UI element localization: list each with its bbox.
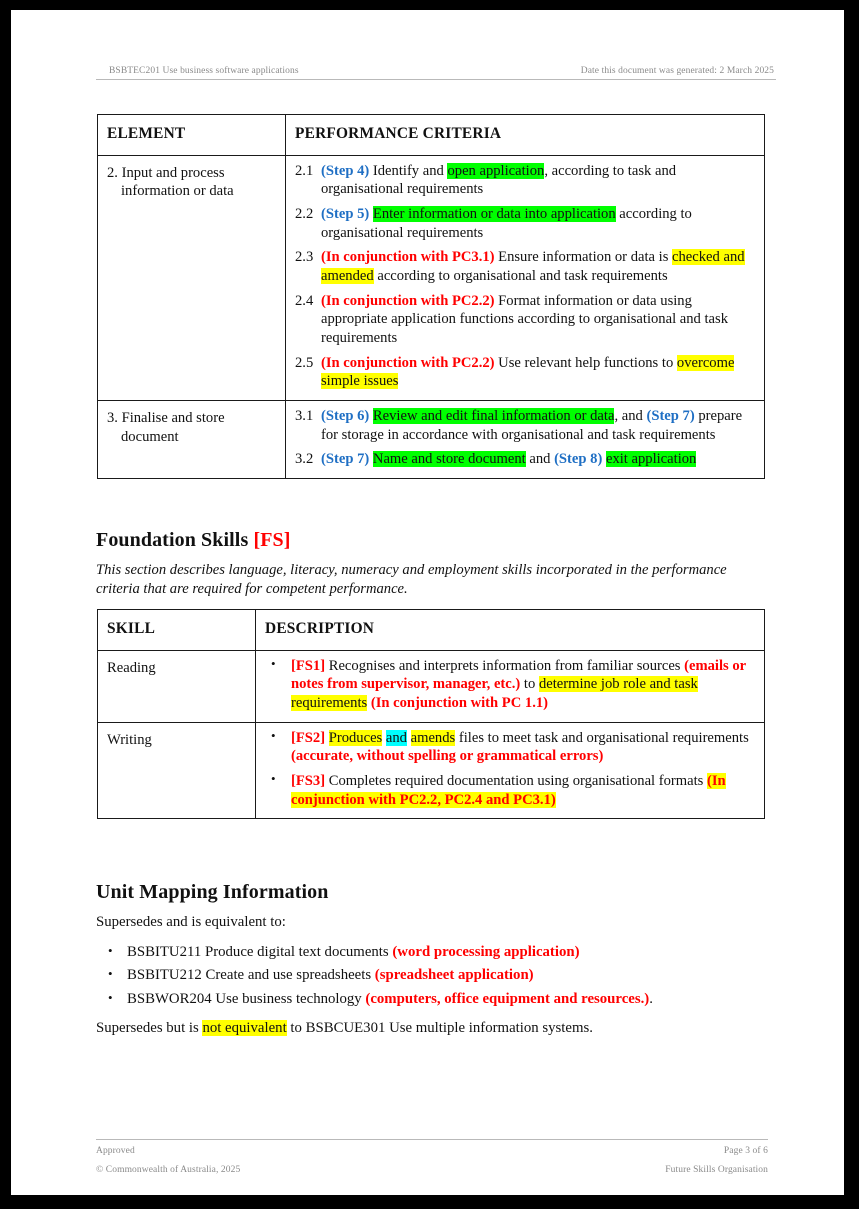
annotation-note: (word processing application) — [392, 943, 580, 960]
text-run: and — [525, 451, 555, 468]
annotation-note: (In conjunction with PC2.2) — [321, 292, 495, 309]
text-run: Completes required documentation using organisational formats — [325, 773, 707, 790]
column-header-performance-criteria: PERFORMANCE CRITERIA — [286, 115, 765, 156]
list-item — [265, 772, 755, 809]
page-footer — [96, 1139, 768, 1175]
highlight-yellow: overcome simple issues — [321, 354, 735, 390]
highlight-green: Review and edit final information or data — [372, 408, 615, 425]
text-run: Supersedes but is — [96, 1020, 203, 1037]
unit-mapping-closing — [96, 1019, 776, 1038]
element-cell — [98, 155, 286, 400]
highlight-yellow: amends — [410, 729, 456, 746]
bullet-icon: • — [108, 989, 113, 1005]
foundation-skills-intro: This section describes language, literacy, numeracy and employment skills incorporated in the performance criteria that are required for competent performance. — [96, 562, 727, 598]
bullet-icon: • — [271, 771, 276, 787]
text-run: BSBITU211 Produce digital text documents — [127, 943, 393, 960]
criterion-number: 2.4 — [295, 292, 314, 309]
skill-label: Writing — [107, 731, 152, 748]
step-marker: (Step 7) — [321, 451, 370, 468]
footer-organisation: Future Skills Organisation — [665, 1165, 768, 1175]
text-run: Format information or data using appropriate application functions according to organisational and task requirements — [321, 292, 729, 347]
step-marker: (Step 8) — [554, 451, 603, 468]
criterion-item — [295, 162, 755, 199]
annotation-note: [FS2] — [291, 729, 326, 746]
criteria-cell — [286, 401, 765, 479]
step-marker: (Step 6) — [321, 408, 370, 425]
criterion-number: 2.2 — [295, 206, 314, 223]
skill-description-cell — [256, 650, 765, 722]
criterion-item — [295, 292, 755, 348]
text-run: prepare for storage in accordance with organisational and task requirements — [321, 408, 743, 443]
skill-description-list — [265, 657, 755, 713]
foundation-skills-table — [97, 609, 765, 819]
step-marker: (Step 7) — [646, 408, 695, 425]
highlight-green: open application — [447, 162, 545, 179]
header-generated-date: Date this document was generated: 2 March 2025 — [580, 66, 774, 76]
foundation-skills-body — [98, 650, 765, 819]
annotation-note: (accurate, without spelling or grammatical errors) — [291, 748, 604, 765]
text-run: BSBITU212 Create and use spreadsheets — [127, 967, 375, 984]
text-run: , and — [614, 408, 647, 425]
table-row — [98, 722, 765, 819]
footer-row-bottom — [96, 1165, 768, 1175]
text-run: BSBWOR204 Use business technology — [127, 990, 366, 1007]
element-label: 2. Input and process information or data — [107, 164, 234, 200]
text-run: to BSBCUE301 Use multiple information systems. — [286, 1020, 593, 1037]
text-run: Recognises and interprets information from familiar sources — [325, 657, 685, 674]
highlight-cyan: and — [385, 729, 407, 746]
criteria-list — [295, 407, 755, 469]
skill-cell — [98, 722, 256, 819]
column-header-element: ELEMENT — [98, 115, 286, 156]
footer-row-top — [96, 1146, 768, 1156]
highlight-green: Name and store document — [372, 451, 526, 468]
column-header-skill: SKILL — [98, 610, 256, 651]
criterion-number: 2.1 — [295, 162, 314, 179]
highlight-yellow: not equivalent — [202, 1020, 287, 1037]
text-run: files to meet task and organisational requirements — [455, 729, 749, 746]
text-run: , according to task and organisational requirements — [321, 162, 677, 198]
criteria-list — [295, 162, 755, 391]
foundation-skills-heading — [96, 529, 776, 552]
foundation-skills-title: Foundation Skills — [96, 529, 249, 552]
header-unit-code: BSBTEC201 Use business software applications — [109, 66, 299, 76]
skill-cell — [98, 650, 256, 722]
unit-mapping-heading: Unit Mapping Information — [96, 881, 329, 904]
footer-page-number: Page 3 of 6 — [723, 1146, 768, 1156]
annotation-note: (In conjunction with PC2.2) — [321, 354, 495, 371]
footer-divider — [96, 1139, 768, 1140]
skill-description-cell — [256, 722, 765, 819]
text-run: . — [649, 990, 653, 1007]
table-row — [98, 401, 765, 479]
skill-label: Reading — [107, 659, 156, 676]
annotation-note: [FS1] — [291, 657, 326, 674]
section-spacer-2 — [96, 819, 776, 881]
list-item — [96, 990, 776, 1010]
criterion-number: 3.1 — [295, 408, 314, 425]
annotation-note: (In conjunction with PC3.1) — [321, 249, 495, 266]
text-run: Use relevant help functions to — [494, 354, 677, 371]
bullet-icon: • — [108, 942, 113, 958]
text-run: Ensure information or data is — [494, 249, 673, 266]
highlight-green: Enter information or data into application — [372, 206, 616, 223]
highlight-yellow-note: (In conjunction with PC2.2, PC2.4 and PC3.1) — [291, 773, 726, 808]
text-run: according to organisational and task requirements — [373, 268, 668, 285]
table-header-row — [98, 115, 765, 156]
skills-header-row — [98, 610, 765, 651]
criterion-number: 2.3 — [295, 249, 314, 266]
bullet-icon: • — [271, 727, 276, 743]
unit-mapping-list — [96, 943, 776, 1010]
document-page — [11, 10, 844, 1195]
section-spacer — [96, 479, 776, 529]
text-run: according to organisational requirements — [321, 206, 692, 241]
highlight-yellow: checked and amended — [321, 249, 745, 285]
text-run: to — [520, 676, 539, 693]
highlight-yellow: determine job role and task requirements — [291, 676, 698, 712]
table-row — [98, 650, 765, 722]
highlight-yellow: Produces — [328, 729, 383, 746]
bullet-icon: • — [271, 655, 276, 671]
step-marker: (Step 4) — [321, 162, 370, 179]
annotation-note: [FS3] — [291, 773, 326, 790]
performance-table-body — [98, 155, 765, 478]
annotation-note: (In conjunction with PC 1.1) — [370, 695, 549, 712]
table-row — [98, 155, 765, 400]
page-content — [96, 66, 776, 1049]
criterion-item — [295, 248, 755, 285]
annotation-note: (computers, office equipment and resources.) — [365, 990, 650, 1007]
criterion-item — [295, 450, 755, 469]
list-item — [265, 657, 755, 713]
foundation-skills-tag: [FS] — [253, 529, 291, 552]
criterion-item — [295, 354, 755, 391]
element-label: 3. Finalise and store document — [107, 410, 225, 445]
criterion-number: 2.5 — [295, 354, 314, 371]
element-cell — [98, 401, 286, 479]
criterion-item — [295, 205, 755, 242]
criterion-item — [295, 407, 755, 444]
skill-description-list — [265, 729, 755, 810]
list-item — [265, 729, 755, 766]
running-header — [96, 66, 776, 80]
criterion-number: 3.2 — [295, 451, 314, 468]
column-header-description: DESCRIPTION — [256, 610, 765, 651]
criteria-cell — [286, 155, 765, 400]
annotation-note: (emails or notes from supervisor, manager, etc.) — [291, 657, 746, 693]
bullet-icon: • — [108, 966, 113, 982]
annotation-note: (spreadsheet application) — [374, 967, 534, 984]
list-item — [96, 943, 776, 963]
list-item — [96, 966, 776, 986]
performance-criteria-table — [97, 114, 765, 479]
unit-mapping-lead-in: Supersedes and is equivalent to: — [96, 914, 286, 931]
text-run: Identify and — [369, 162, 448, 179]
highlight-green: exit application — [605, 451, 697, 468]
step-marker: (Step 5) — [321, 206, 370, 223]
footer-copyright: © Commonwealth of Australia, 2025 — [96, 1165, 241, 1175]
footer-approved: Approved — [96, 1146, 135, 1156]
